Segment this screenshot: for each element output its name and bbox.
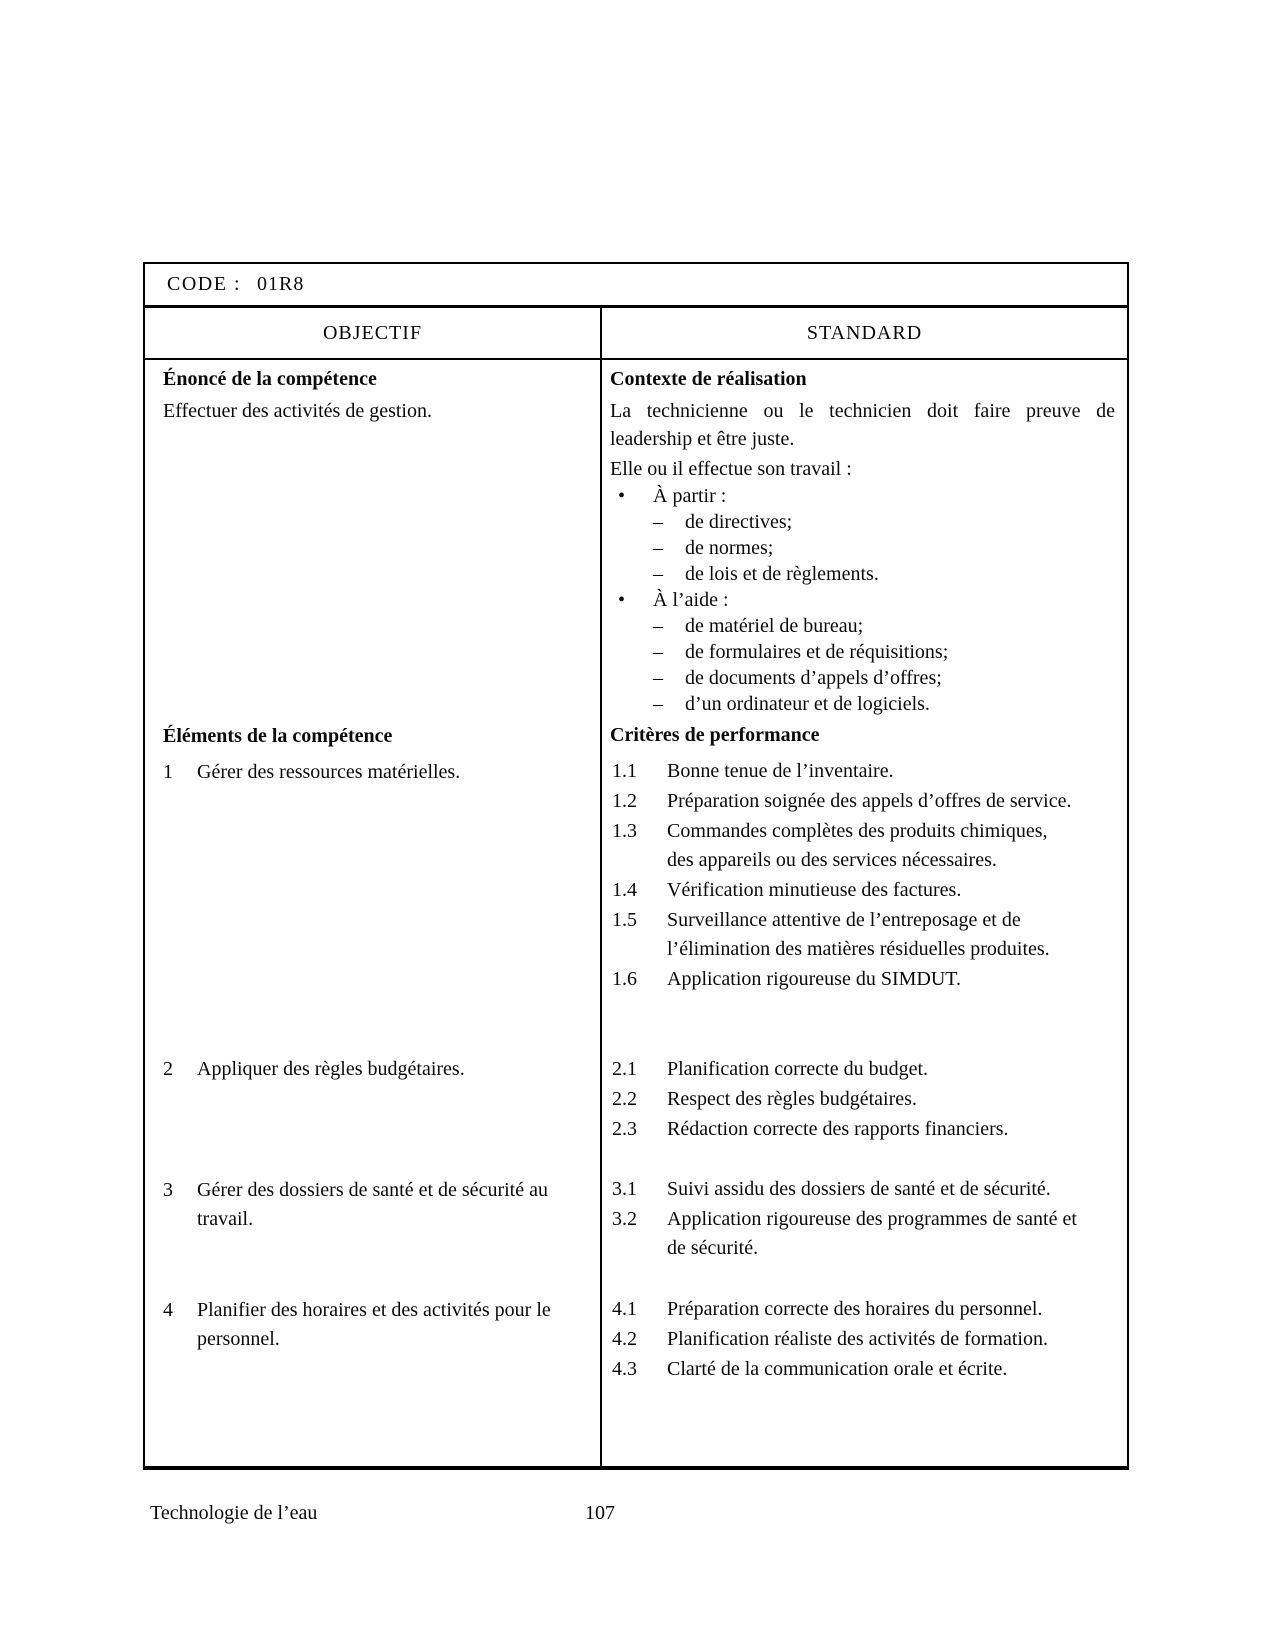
dash-icon: – — [653, 563, 663, 585]
criterion-text: Clarté de la communication orale et écrite. — [667, 1358, 1008, 1380]
criterion — [612, 906, 1122, 964]
dash-icon: – — [653, 537, 663, 559]
criterion — [612, 757, 1122, 786]
code-value: 01R8 — [257, 273, 305, 295]
criteria-group-4 — [612, 1295, 1048, 1385]
criterion-text: Commandes complètes des produits chimiques, des appareils ou des services nécessaires. — [667, 820, 1048, 871]
objectif-column-header: OBJECTIF — [145, 308, 602, 358]
criterion — [612, 1055, 1009, 1084]
element-number: 2 — [163, 1058, 173, 1080]
criterion-number: 2.1 — [612, 1058, 637, 1080]
element-item — [163, 1296, 599, 1354]
bullet-subitem — [602, 509, 948, 535]
bullet-subitem — [602, 613, 948, 639]
criterion-text: Préparation soignée des appels d’offres de service. — [667, 790, 1072, 812]
criterion — [612, 1115, 1009, 1144]
criteria-group-3 — [612, 1175, 1092, 1264]
element-number: 1 — [163, 761, 173, 783]
criterion-number: 1.4 — [612, 879, 637, 901]
criterion-text: Planification correcte du budget. — [667, 1058, 929, 1080]
dash-icon: – — [653, 693, 663, 715]
standard-column-header: STANDARD — [806, 321, 923, 344]
subitem-text: de formulaires et de réquisitions; — [685, 641, 949, 663]
element-item — [163, 758, 599, 787]
element-number: 3 — [163, 1179, 173, 1201]
element-text: Gérer des ressources matérielles. — [197, 761, 461, 783]
bullet-subitem — [602, 691, 948, 717]
subitem-text: de matériel de bureau; — [685, 615, 864, 637]
code-label: CODE : — [167, 273, 241, 295]
criterion-text: Respect des règles budgétaires. — [667, 1088, 917, 1110]
dash-icon: – — [653, 511, 663, 533]
bullet-item — [602, 587, 948, 613]
subitem-text: de lois et de règlements. — [685, 563, 879, 585]
criterion-number: 4.1 — [612, 1298, 637, 1320]
footer-program-title: Technologie de l’eau — [150, 1502, 318, 1524]
criterion — [612, 1205, 1092, 1263]
criterion — [612, 965, 1122, 994]
criterion-number: 1.6 — [612, 968, 637, 990]
table-body — [145, 360, 1127, 1466]
criterion-text: Rédaction correcte des rapports financiers. — [667, 1118, 1009, 1140]
criterion-text: Bonne tenue de l’inventaire. — [667, 760, 894, 782]
bullet-item — [602, 483, 948, 509]
criterion-number: 1.1 — [612, 760, 637, 782]
element-item — [163, 1176, 599, 1234]
dash-icon: – — [653, 615, 663, 637]
criterion — [612, 1355, 1048, 1384]
bullet-icon: • — [618, 485, 626, 507]
criterion-text: Application rigoureuse du SIMDUT. — [667, 968, 962, 990]
criterion-text: Planification réaliste des activités de formation. — [667, 1328, 1048, 1350]
criterion-text: Vérification minutieuse des factures. — [667, 879, 962, 901]
criteria-group-1 — [612, 757, 1122, 995]
criterion-number: 3.1 — [612, 1178, 637, 1200]
criterion-text: Préparation correcte des horaires du personnel. — [667, 1298, 1043, 1320]
dash-icon: – — [653, 641, 663, 663]
criteria-group-2 — [612, 1055, 1009, 1145]
contexte-heading: Contexte de réalisation — [610, 368, 807, 390]
element-item — [163, 1055, 599, 1084]
enonce-text: Effectuer des activités de gestion. — [163, 400, 432, 422]
subitem-text: de normes; — [685, 537, 774, 559]
elements-heading: Éléments de la compétence — [163, 725, 393, 747]
criteres-heading: Critères de performance — [610, 724, 820, 746]
bullet-subitem — [602, 665, 948, 691]
bullet-subitem — [602, 639, 948, 665]
bullet-subitem — [602, 535, 948, 561]
criterion — [612, 1085, 1009, 1114]
criterion — [612, 876, 1122, 905]
bullet-icon: • — [618, 589, 626, 611]
criterion-number: 2.3 — [612, 1118, 637, 1140]
subitem-text: de directives; — [685, 511, 793, 533]
context-bullet-list — [602, 483, 948, 717]
enonce-heading: Énoncé de la compétence — [163, 368, 377, 390]
travail-line: Elle ou il effectue son travail : — [610, 458, 852, 480]
bullet-label: À l’aide : — [653, 589, 729, 611]
standard-cell — [602, 360, 1127, 1466]
competency-table — [143, 262, 1129, 1470]
criterion — [612, 817, 1122, 875]
criterion-number: 1.5 — [612, 909, 637, 931]
code-row — [145, 264, 1127, 308]
element-number: 4 — [163, 1299, 173, 1321]
page-number: 107 — [585, 1502, 615, 1524]
criterion-number: 3.2 — [612, 1208, 637, 1230]
criterion-number: 4.3 — [612, 1358, 637, 1380]
bullet-subitem — [602, 561, 948, 587]
element-text: Planifier des horaires et des activités pour le personnel. — [197, 1299, 551, 1350]
criterion — [612, 1325, 1048, 1354]
column-headers — [145, 308, 1127, 360]
objectif-cell — [145, 360, 602, 1466]
criterion-number: 2.2 — [612, 1088, 637, 1110]
subitem-text: de documents d’appels d’offres; — [685, 667, 942, 689]
bullet-label: À partir : — [653, 485, 727, 507]
element-text: Gérer des dossiers de santé et de sécurité au travail. — [197, 1179, 548, 1230]
criterion-number: 1.3 — [612, 820, 637, 842]
contexte-intro: La technicienne ou le technicien doit faire preuve de leadership et être juste. — [610, 400, 1115, 450]
criterion-text: Surveillance attentive de l’entreposage et de l’élimination des matières résiduelles produites. — [667, 909, 1050, 960]
criterion-number: 1.2 — [612, 790, 637, 812]
criterion-text: Suivi assidu des dossiers de santé et de sécurité. — [667, 1178, 1051, 1200]
criterion-text: Application rigoureuse des programmes de santé et de sécurité. — [667, 1208, 1077, 1259]
criterion-number: 4.2 — [612, 1328, 637, 1350]
subitem-text: d’un ordinateur et de logiciels. — [685, 693, 930, 715]
criterion — [612, 1175, 1092, 1204]
element-text: Appliquer des règles budgétaires. — [197, 1058, 465, 1080]
dash-icon: – — [653, 667, 663, 689]
criterion — [612, 1295, 1048, 1324]
criterion — [612, 787, 1122, 816]
